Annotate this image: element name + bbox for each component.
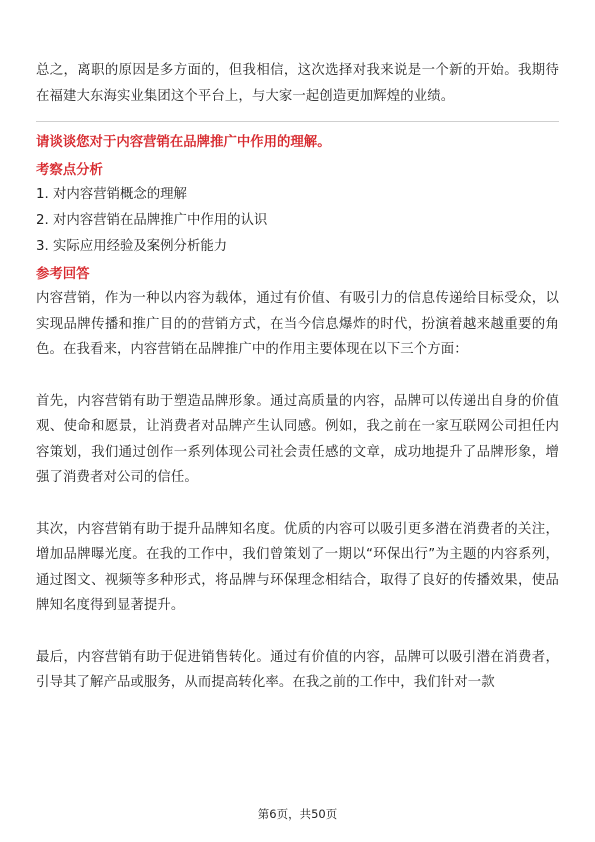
analysis-list <box>36 182 559 260</box>
paragraph-gap <box>36 619 559 645</box>
analysis-heading: 考察点分析 <box>36 163 103 179</box>
answer-paragraph-2: 首先，内容营销有助于塑造品牌形象。通过高质量的内容，品牌可以传递出自身的价值观、使命和愿景，让消费者对品牌产生认同感。例如，我之前在一家互联网公司担任内容策划，我们通过创作一系列体现公司社会责任感的文章，成功地提升了品牌形象，增强了消费者对公司的信任。 <box>36 393 559 486</box>
analysis-item: 1. 对内容营销概念的理解 <box>36 187 187 203</box>
document-page <box>36 58 559 696</box>
answer-paragraph-1: 内容营销，作为一种以内容为载体，通过有价值、有吸引力的信息传递给目标受众，以实现品牌传播和推广目的的营销方式，在当今信息爆炸的时代，扮演着越来越重要的角色。在我看来，内容营销在品牌推广中的作用主要体现在以下三个方面： <box>36 291 559 358</box>
question-title: 请谈谈您对于内容营销在品牌推广中作用的理解。 <box>36 135 331 151</box>
intro-paragraph: 总之，离职的原因是多方面的，但我相信，这次选择对我来说是一个新的开始。我期待在福建大东海实业集团这个平台上，与大家一起创造更加辉煌的业绩。 <box>36 63 559 104</box>
paragraph-gap <box>36 363 559 389</box>
section-divider <box>36 121 559 122</box>
answer-paragraph-3: 其次，内容营销有助于提升品牌知名度。优质的内容可以吸引更多潜在消费者的关注，增加品牌曝光度。在我的工作中，我们曾策划了一期以“环保出行”为主题的内容系列，通过图文、视频等多种形式，将品牌与环保理念相结合，取得了良好的传播效果，使品牌知名度得到显著提升。 <box>36 521 559 614</box>
answer-heading: 参考回答 <box>36 267 90 283</box>
answer-paragraph-4: 最后，内容营销有助于促进销售转化。通过有价值的内容，品牌可以吸引潜在消费者，引导其了解产品或服务，从而提高转化率。在我之前的工作中，我们针对一款 <box>36 649 559 691</box>
page-number-footer: 第6页，共50页 <box>257 807 338 821</box>
paragraph-gap <box>36 491 559 517</box>
analysis-item: 3. 实际应用经验及案例分析能力 <box>36 239 228 255</box>
analysis-item: 2. 对内容营销在品牌推广中作用的认识 <box>36 213 268 229</box>
